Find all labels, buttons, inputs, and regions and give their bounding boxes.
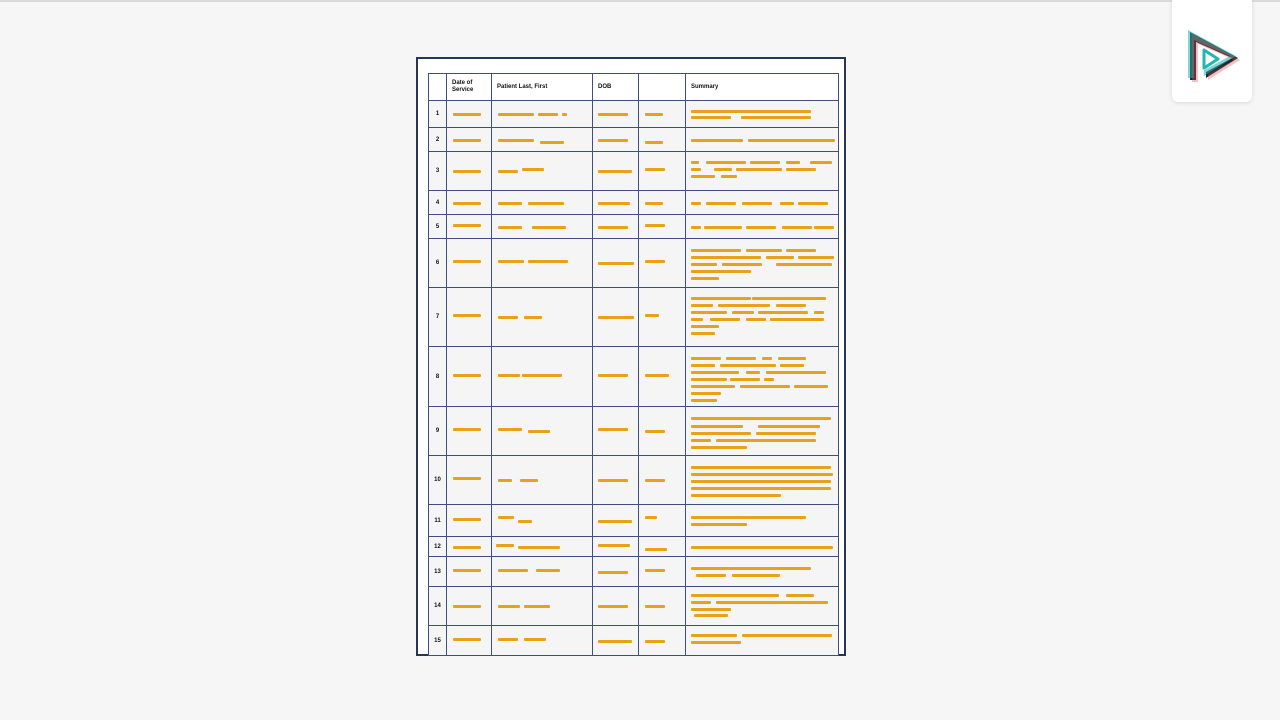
date-of-service-cell <box>447 239 492 288</box>
summary-cell <box>686 191 839 215</box>
summary-cell <box>686 537 839 557</box>
redacted-text-bar <box>726 357 756 360</box>
redacted-text-bar <box>691 325 719 328</box>
dob-cell <box>593 215 639 239</box>
redacted-text-bar <box>732 574 780 577</box>
redacted-text-bar <box>786 161 800 164</box>
redacted-text-bar <box>736 168 782 171</box>
redacted-text-bar <box>762 357 772 360</box>
redacted-text-bar <box>691 110 811 113</box>
redacted-text-bar <box>710 318 740 321</box>
redacted-text-bar <box>598 520 632 523</box>
redacted-text-bar <box>528 260 568 263</box>
redacted-text-bar <box>598 428 628 431</box>
redacted-text-bar <box>691 332 715 335</box>
redacted-text-bar <box>691 202 701 205</box>
redacted-text-bar <box>496 544 514 547</box>
blank-cell <box>639 505 686 537</box>
redacted-text-bar <box>758 311 808 314</box>
redacted-text-bar <box>498 479 512 482</box>
row-number: 14 <box>429 587 447 626</box>
redacted-text-bar <box>691 168 701 171</box>
header-patient-name: Patient Last, First <box>492 74 593 101</box>
blank-cell <box>639 191 686 215</box>
redacted-text-bar <box>748 139 835 142</box>
redacted-text-bar <box>691 161 699 164</box>
table-row <box>429 557 839 587</box>
summary-cell <box>686 239 839 288</box>
redacted-text-bar <box>453 638 481 641</box>
redacted-text-bar <box>498 428 522 431</box>
document-page <box>416 57 846 656</box>
dob-cell <box>593 456 639 505</box>
blank-cell <box>639 347 686 407</box>
redacted-text-bar <box>518 520 532 523</box>
table-header-row <box>429 74 839 101</box>
redacted-text-bar <box>691 385 735 388</box>
redacted-text-bar <box>691 480 831 483</box>
patient-name-cell <box>492 505 593 537</box>
redacted-text-bar <box>520 479 538 482</box>
redacted-text-bar <box>691 432 751 435</box>
redacted-text-bar <box>691 487 831 490</box>
date-of-service-cell <box>447 191 492 215</box>
dob-cell <box>593 239 639 288</box>
redacted-text-bar <box>598 544 630 547</box>
redacted-text-bar <box>740 385 790 388</box>
row-number: 11 <box>429 505 447 537</box>
redacted-text-bar <box>645 113 663 116</box>
row-number: 1 <box>429 101 447 128</box>
redacted-text-bar <box>453 202 481 205</box>
redacted-text-bar <box>691 311 727 314</box>
table-row <box>429 215 839 239</box>
table-row <box>429 537 839 557</box>
patient-name-cell <box>492 239 593 288</box>
redacted-text-bar <box>453 569 481 572</box>
redacted-text-bar <box>746 371 760 374</box>
blank-cell <box>639 456 686 505</box>
redacted-text-bar <box>752 297 826 300</box>
row-number: 8 <box>429 347 447 407</box>
redacted-text-bar <box>730 378 760 381</box>
patient-name-cell <box>492 537 593 557</box>
redacted-text-bar <box>691 175 715 178</box>
summary-cell <box>686 626 839 656</box>
blank-cell <box>639 288 686 347</box>
row-number: 10 <box>429 456 447 505</box>
patient-name-cell <box>492 626 593 656</box>
redacted-text-bar <box>498 139 534 142</box>
redacted-text-bar <box>691 364 715 367</box>
date-of-service-cell <box>447 128 492 152</box>
date-of-service-cell <box>447 407 492 456</box>
table-row <box>429 288 839 347</box>
redacted-text-bar <box>498 113 534 116</box>
redacted-text-bar <box>691 318 703 321</box>
redacted-text-bar <box>714 168 732 171</box>
date-of-service-cell <box>447 557 492 587</box>
table-row <box>429 626 839 656</box>
redacted-text-bar <box>691 226 701 229</box>
header-date-of-service: Date of Service <box>447 74 492 101</box>
redacted-text-bar <box>742 634 832 637</box>
redacted-text-bar <box>691 256 761 259</box>
header-index <box>429 74 447 101</box>
dob-cell <box>593 537 639 557</box>
redacted-text-bar <box>645 168 665 171</box>
redacted-text-bar <box>696 574 726 577</box>
redacted-text-bar <box>691 116 731 119</box>
redacted-text-bar <box>498 605 520 608</box>
dob-cell <box>593 288 639 347</box>
redacted-text-bar <box>691 567 811 570</box>
redacted-text-bar <box>453 224 481 227</box>
logo-card[interactable] <box>1172 0 1252 102</box>
redacted-text-bar <box>691 399 717 402</box>
redacted-text-bar <box>453 546 481 549</box>
blank-cell <box>639 128 686 152</box>
redacted-text-bar <box>598 170 632 173</box>
redacted-text-bar <box>645 548 667 551</box>
summary-cell <box>686 152 839 191</box>
redacted-text-bar <box>524 638 546 641</box>
blank-cell <box>639 626 686 656</box>
redacted-text-bar <box>814 311 824 314</box>
table-row <box>429 128 839 152</box>
redacted-text-bar <box>798 256 834 259</box>
redacted-text-bar <box>522 374 562 377</box>
redacted-text-bar <box>645 314 659 317</box>
redacted-text-bar <box>718 304 770 307</box>
blank-cell <box>639 152 686 191</box>
summary-cell <box>686 505 839 537</box>
patient-name-cell <box>492 288 593 347</box>
redacted-text-bar <box>453 314 481 317</box>
dob-cell <box>593 407 639 456</box>
row-number: 12 <box>429 537 447 557</box>
redacted-text-bar <box>645 202 663 205</box>
date-of-service-cell <box>447 347 492 407</box>
redacted-text-bar <box>741 116 811 119</box>
row-number: 6 <box>429 239 447 288</box>
date-of-service-cell <box>447 587 492 626</box>
redacted-text-bar <box>750 161 780 164</box>
row-number: 13 <box>429 557 447 587</box>
redacted-text-bar <box>786 168 816 171</box>
redacted-text-bar <box>540 141 564 144</box>
redacted-text-bar <box>691 446 747 449</box>
redacted-text-bar <box>691 371 739 374</box>
dob-cell <box>593 587 639 626</box>
redacted-text-bar <box>691 277 719 280</box>
redacted-text-bar <box>814 226 834 229</box>
redacted-text-bar <box>453 477 481 480</box>
redacted-text-bar <box>758 425 820 428</box>
patient-name-cell <box>492 456 593 505</box>
summary-cell <box>686 347 839 407</box>
redacted-text-bar <box>782 226 812 229</box>
table-row <box>429 101 839 128</box>
redacted-text-bar <box>766 371 826 374</box>
blank-cell <box>639 239 686 288</box>
row-number: 9 <box>429 407 447 456</box>
redacted-text-bar <box>598 479 628 482</box>
patient-name-cell <box>492 101 593 128</box>
redacted-text-bar <box>498 516 514 519</box>
redacted-text-bar <box>691 304 713 307</box>
redacted-text-bar <box>598 374 628 377</box>
redacted-text-bar <box>691 634 737 637</box>
redacted-text-bar <box>691 392 721 395</box>
redacted-text-bar <box>453 260 481 263</box>
play-logo-icon <box>1186 28 1240 86</box>
redacted-text-bar <box>498 569 528 572</box>
redacted-text-bar <box>776 263 832 266</box>
redacted-text-bar <box>562 113 567 116</box>
redacted-text-bar <box>498 170 518 173</box>
redacted-text-bar <box>498 638 518 641</box>
summary-cell <box>686 407 839 456</box>
redacted-text-bar <box>706 202 736 205</box>
redacted-text-bar <box>453 428 481 431</box>
redacted-text-bar <box>746 249 782 252</box>
redacted-text-bar <box>453 374 481 377</box>
redacted-text-bar <box>598 202 630 205</box>
redacted-text-bar <box>645 479 665 482</box>
redacted-text-bar <box>518 546 560 549</box>
blank-cell <box>639 407 686 456</box>
patient-name-cell <box>492 557 593 587</box>
redacted-text-bar <box>598 113 628 116</box>
redacted-text-bar <box>538 113 558 116</box>
redacted-text-bar <box>522 168 544 171</box>
redacted-text-bar <box>720 364 776 367</box>
blank-cell <box>639 537 686 557</box>
date-of-service-cell <box>447 288 492 347</box>
redacted-text-bar <box>786 594 814 597</box>
redacted-text-bar <box>598 226 628 229</box>
redacted-text-bar <box>694 614 728 617</box>
redacted-text-bar <box>598 139 628 142</box>
redacted-text-bar <box>524 605 550 608</box>
redacted-text-bar <box>706 161 746 164</box>
summary-cell <box>686 101 839 128</box>
table-row <box>429 239 839 288</box>
redacted-text-bar <box>645 430 665 433</box>
blank-cell <box>639 557 686 587</box>
patient-name-cell <box>492 215 593 239</box>
redacted-text-bar <box>598 316 634 319</box>
dob-cell <box>593 191 639 215</box>
redacted-text-bar <box>766 256 794 259</box>
redacted-text-bar <box>721 175 737 178</box>
header-dob: DOB <box>593 74 639 101</box>
redacted-text-bar <box>810 161 832 164</box>
summary-cell <box>686 215 839 239</box>
redacted-text-bar <box>498 226 522 229</box>
redacted-text-bar <box>691 473 833 476</box>
redacted-text-bar <box>645 224 665 227</box>
summary-cell <box>686 456 839 505</box>
redacted-text-bar <box>532 226 566 229</box>
redacted-text-bar <box>780 364 804 367</box>
dob-cell <box>593 347 639 407</box>
records-table <box>428 73 839 656</box>
redacted-text-bar <box>764 378 774 381</box>
redacted-text-bar <box>756 432 816 435</box>
redacted-text-bar <box>598 605 628 608</box>
redacted-text-bar <box>498 374 520 377</box>
redacted-text-bar <box>645 569 665 572</box>
row-number: 15 <box>429 626 447 656</box>
redacted-text-bar <box>732 311 754 314</box>
redacted-text-bar <box>536 569 560 572</box>
redacted-text-bar <box>453 605 481 608</box>
summary-cell <box>686 128 839 152</box>
redacted-text-bar <box>722 263 762 266</box>
date-of-service-cell <box>447 537 492 557</box>
redacted-text-bar <box>780 202 794 205</box>
redacted-text-bar <box>498 202 522 205</box>
redacted-text-bar <box>645 605 665 608</box>
table-row <box>429 456 839 505</box>
redacted-text-bar <box>691 516 747 519</box>
patient-name-cell <box>492 191 593 215</box>
row-number: 2 <box>429 128 447 152</box>
redacted-text-bar <box>746 226 776 229</box>
redacted-text-bar <box>716 439 816 442</box>
table-row <box>429 152 839 191</box>
redacted-text-bar <box>691 494 781 497</box>
redacted-text-bar <box>453 518 481 521</box>
redacted-text-bar <box>645 516 657 519</box>
redacted-text-bar <box>778 357 806 360</box>
patient-name-cell <box>492 347 593 407</box>
redacted-text-bar <box>598 571 628 574</box>
header-blank <box>639 74 686 101</box>
table-row <box>429 347 839 407</box>
redacted-text-bar <box>704 226 742 229</box>
top-divider <box>0 0 1280 2</box>
redacted-text-bar <box>691 263 717 266</box>
redacted-text-bar <box>746 516 806 519</box>
header-summary: Summary <box>686 74 839 101</box>
redacted-text-bar <box>691 641 741 644</box>
redacted-text-bar <box>691 139 743 142</box>
patient-name-cell <box>492 587 593 626</box>
redacted-text-bar <box>645 374 669 377</box>
redacted-text-bar <box>691 439 711 442</box>
redacted-text-bar <box>798 202 828 205</box>
summary-cell <box>686 587 839 626</box>
table-row <box>429 191 839 215</box>
redacted-text-bar <box>691 601 711 604</box>
redacted-text-bar <box>453 113 481 116</box>
redacted-text-bar <box>453 170 481 173</box>
blank-cell <box>639 101 686 128</box>
redacted-text-bar <box>691 425 743 428</box>
redacted-text-bar <box>453 139 481 142</box>
dob-cell <box>593 626 639 656</box>
redacted-text-bar <box>645 640 665 643</box>
dob-cell <box>593 152 639 191</box>
date-of-service-cell <box>447 101 492 128</box>
date-of-service-cell <box>447 456 492 505</box>
redacted-text-bar <box>691 378 727 381</box>
redacted-text-bar <box>498 316 518 319</box>
patient-name-cell <box>492 407 593 456</box>
redacted-text-bar <box>691 594 779 597</box>
redacted-text-bar <box>794 385 828 388</box>
row-number: 5 <box>429 215 447 239</box>
table-row <box>429 587 839 626</box>
dob-cell <box>593 557 639 587</box>
redacted-text-bar <box>691 357 721 360</box>
redacted-text-bar <box>716 601 828 604</box>
row-number: 7 <box>429 288 447 347</box>
redacted-text-bar <box>691 546 833 549</box>
date-of-service-cell <box>447 215 492 239</box>
redacted-text-bar <box>691 417 831 420</box>
redacted-text-bar <box>691 270 751 273</box>
redacted-text-bar <box>528 202 564 205</box>
summary-cell <box>686 288 839 347</box>
dob-cell <box>593 101 639 128</box>
redacted-text-bar <box>598 640 632 643</box>
redacted-text-bar <box>691 297 751 300</box>
date-of-service-cell <box>447 505 492 537</box>
patient-name-cell <box>492 128 593 152</box>
row-number: 4 <box>429 191 447 215</box>
table-row <box>429 505 839 537</box>
date-of-service-cell <box>447 152 492 191</box>
redacted-text-bar <box>776 304 806 307</box>
redacted-text-bar <box>645 260 665 263</box>
redacted-text-bar <box>770 318 824 321</box>
date-of-service-cell <box>447 626 492 656</box>
redacted-text-bar <box>746 318 766 321</box>
redacted-text-bar <box>691 608 731 611</box>
redacted-text-bar <box>742 202 772 205</box>
summary-cell <box>686 557 839 587</box>
dob-cell <box>593 128 639 152</box>
redacted-text-bar <box>498 260 524 263</box>
redacted-text-bar <box>691 466 831 469</box>
redacted-text-bar <box>691 249 741 252</box>
redacted-text-bar <box>598 262 634 265</box>
redacted-text-bar <box>691 523 747 526</box>
row-number: 3 <box>429 152 447 191</box>
redacted-text-bar <box>645 141 663 144</box>
redacted-text-bar <box>786 249 816 252</box>
patient-name-cell <box>492 152 593 191</box>
blank-cell <box>639 215 686 239</box>
dob-cell <box>593 505 639 537</box>
redacted-text-bar <box>528 430 550 433</box>
blank-cell <box>639 587 686 626</box>
redacted-text-bar <box>524 316 542 319</box>
table-row <box>429 407 839 456</box>
